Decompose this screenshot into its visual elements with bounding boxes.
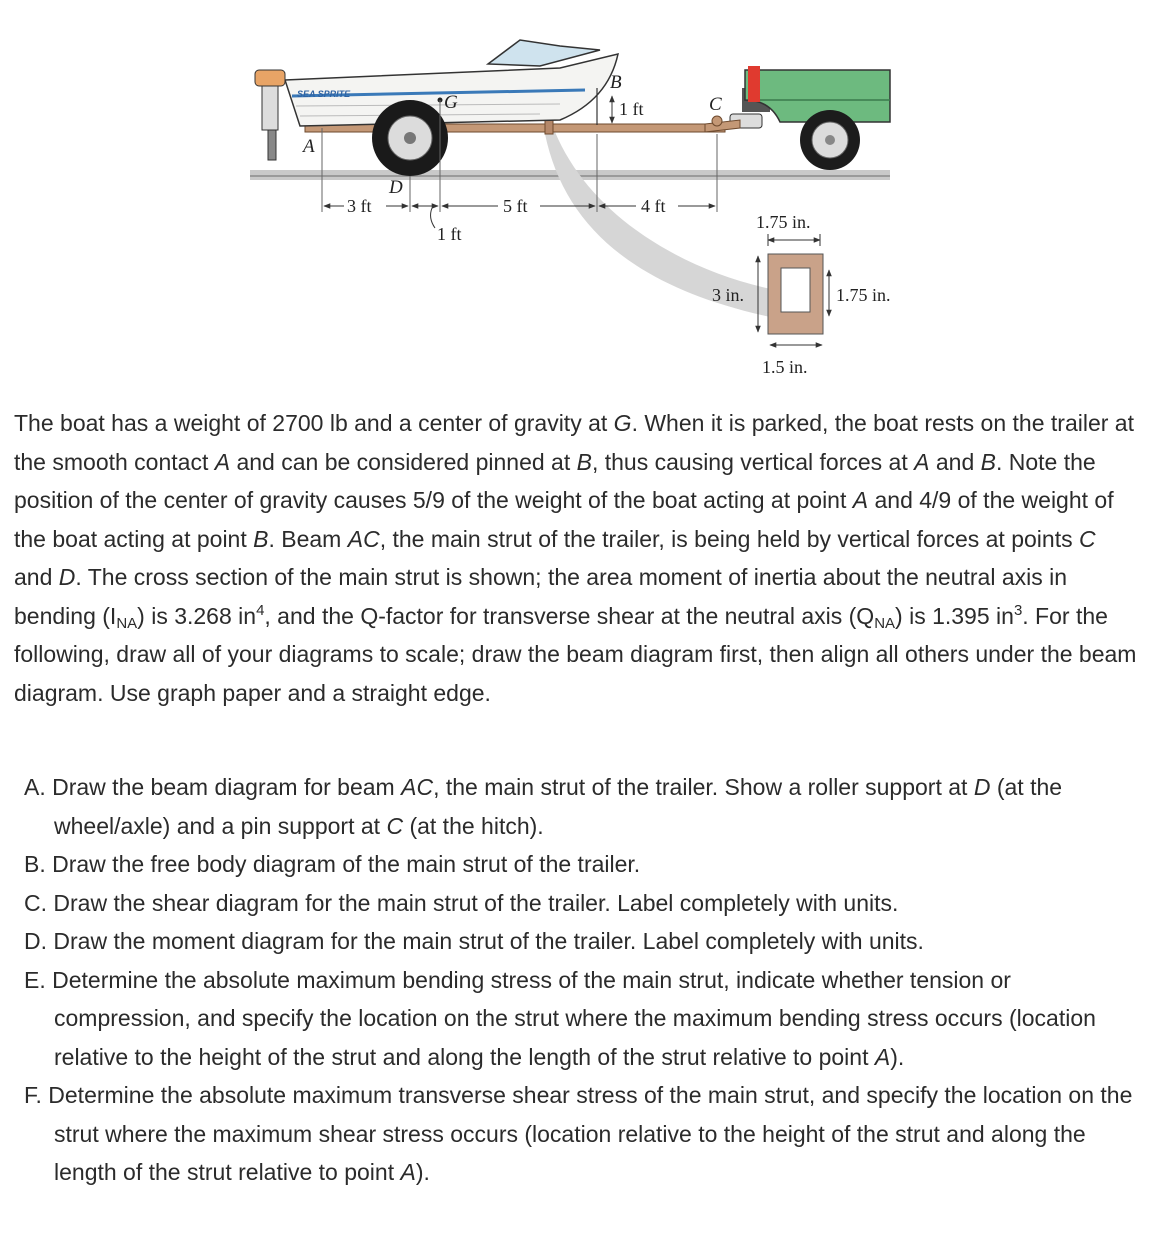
task-e: E. Determine the absolute maximum bending stress of the main strut, indicate whether tension or compression, and specify the location on the strut where the maximum bending stress occurs (location relative to the height of the strut and along the length of the strut relative to point A). [24,966,1096,1070]
task-list [24,768,1140,1192]
label-a: A [303,136,315,157]
label-dim-3ft: 3 ft [347,196,372,216]
task-b: B. Draw the free body diagram of the main strut of the trailer. [24,851,641,877]
tow-truck [730,66,890,170]
task-a: A. Draw the beam diagram for beam AC, the main strut of the trailer. Show a roller support at D (at the wheel/axle) and a pin support at C (at the hitch). [24,774,1063,839]
label-d: D [389,177,403,198]
label-dim-1ft: 1 ft [437,224,462,244]
label-g: G [444,92,458,113]
label-cs-width-bottom: 1.5 in. [762,357,808,377]
task-d: D. Draw the moment diagram for the main strut of the trailer. Label completely with units. [24,928,924,954]
dim-1ft-leader [431,208,435,228]
task-f: F. Determine the absolute maximum transverse shear stress of the main strut, and specify the location on the strut where the maximum shear stress occurs (location relative to the height of the strut and along the length of the strut relative to point A). [24,1082,1133,1185]
problem-statement: The boat has a weight of 2700 lb and a center of gravity at G. When it is parked, the boat rests on the trailer at the smooth contact A and can be considered pinned at B, thus causing vertical forces at A and B. Note the position of the center of gravity causes 5/9 of the weight of the boat acting at point A and 4/9 of the weight of the boat acting at point B. Beam AC, the main strut of the trailer, is being held by vertical forces at points C and D. The cross section of the main strut is shown; the area moment of inertia about the neutral axis in bending $(I_{NA})$ is 3.268 $in^4$, and the Q-factor for transverse shear at the neutral axis $(Q_{NA})$ is 1.395 $in^3$. For the following, draw all of your diagrams to scale; draw the beam diagram first, then align all others under the beam diagram. Use graph paper and a straight edge. [14,410,1137,706]
label-dim-4ft: 4 ft [641,196,666,216]
label-cs-height: 3 in. [712,285,745,305]
label-dim-5ft: 5 ft [503,196,528,216]
task-c: C. Draw the shear diagram for the main strut of the trailer. Label completely with units. [24,889,899,916]
boat-brand-label: SEA SPRITE [297,89,351,99]
boat-trailer-figure [0,0,1150,400]
label-c: C [709,94,722,115]
trailer-wheel [372,100,448,176]
label-b: B [610,72,622,93]
strut-cross-section [768,254,823,334]
label-cs-inner: 1.75 in. [836,285,891,305]
label-b-height: 1 ft [619,99,644,119]
label-cs-width-top: 1.75 in. [756,212,811,232]
